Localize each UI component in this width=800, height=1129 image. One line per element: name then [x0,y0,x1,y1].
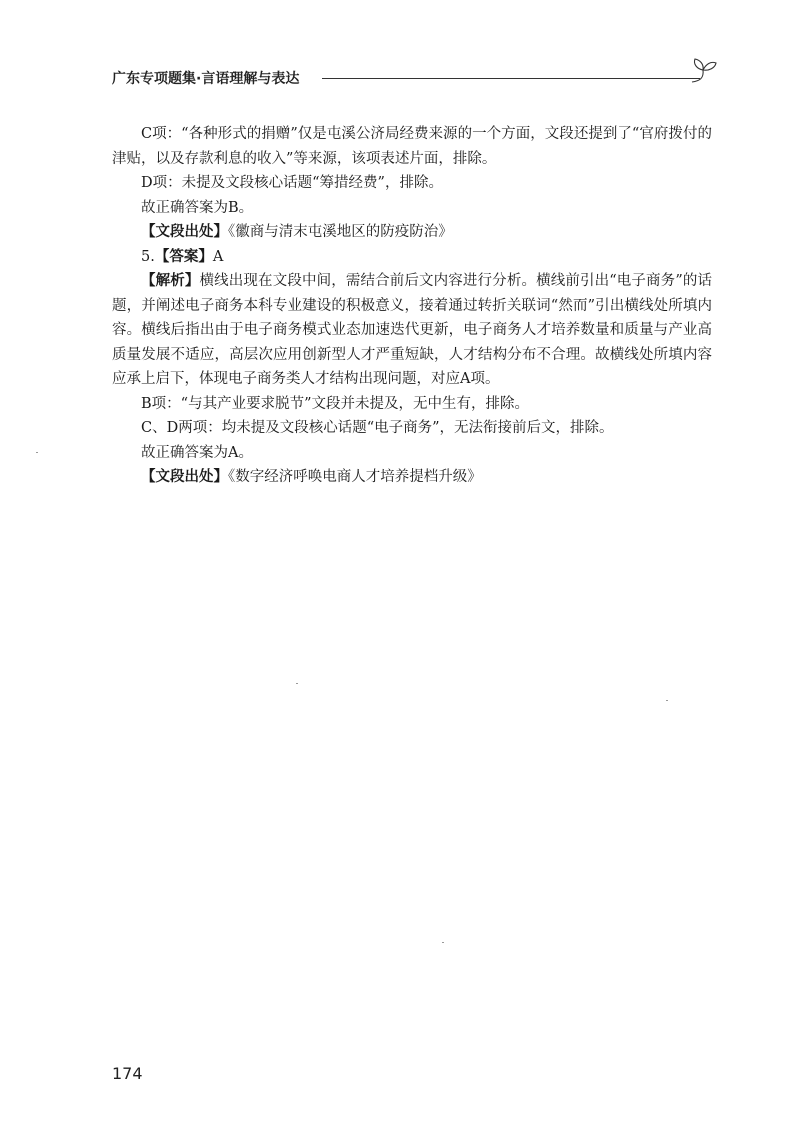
correct-answer-b: 故正确答案为B。 [141,199,254,216]
scan-speck [36,452,38,453]
answer-label: 【答案】 [154,248,213,265]
answer-value: A [212,248,224,265]
sprout-icon [688,56,718,84]
question-5-answer [112,245,712,270]
scan-speck [296,683,298,684]
source-title: 《徽商与清末屯溪地区的防疫防治》 [228,224,453,240]
header-rule [322,78,700,79]
option-b-analysis: B项：“与其产业要求脱节”文段并未提及，无中生有，排除。 [141,395,529,412]
source-citation-1 [112,220,712,245]
source-citation-2 [112,465,712,490]
source-title: 《数字经济呼唤电商人才培养提档升级》 [228,469,482,485]
analysis-label: 【解析】 [141,273,200,289]
source-label: 【文段出处】 [141,469,228,485]
option-cd-analysis: C、D两项：均未提及文段核心话题“电子商务”，无法衔接前后文，排除。 [141,420,614,436]
analysis-text: 横线出现在文段中间，需结合前后文内容进行分析。横线前引出“电子商务”的话题，并阐述电子商务本科专业建设的积极意义，接着通过转折关联词“然而”引出横线处所填内容。横线后指出由于电子商务模式业态加速迭代更新，电子商务人才培养数量和质量与产业高质量发展不适应，高层次应用创新型人才严重短缺，人才结构分布不合理。故横线处所填内容应承上启下，体现电子商务类人才结构出现问题，对应A项。 [112,273,712,387]
question-5-analysis [112,269,712,392]
scan-speck [442,942,444,943]
option-d-analysis: D项：未提及文段核心话题“筹措经费”，排除。 [141,175,443,191]
header-title: 广东专项题集·言语理解与表达 [112,71,300,87]
scan-speck [666,700,668,701]
question-number: 5. [141,248,155,265]
page-number: 174 [112,1064,143,1083]
answer-explanation-body [112,122,712,490]
option-c-analysis: C项：“各种形式的捐赠”仅是屯溪公济局经费来源的一个方面，文段还提到了“官府拨付的津贴，以及存款利息的收入”等来源，该项表述片面，排除。 [112,126,712,167]
correct-answer-a: 故正确答案为A。 [141,444,253,461]
source-label: 【文段出处】 [141,224,228,240]
running-header [112,62,712,92]
